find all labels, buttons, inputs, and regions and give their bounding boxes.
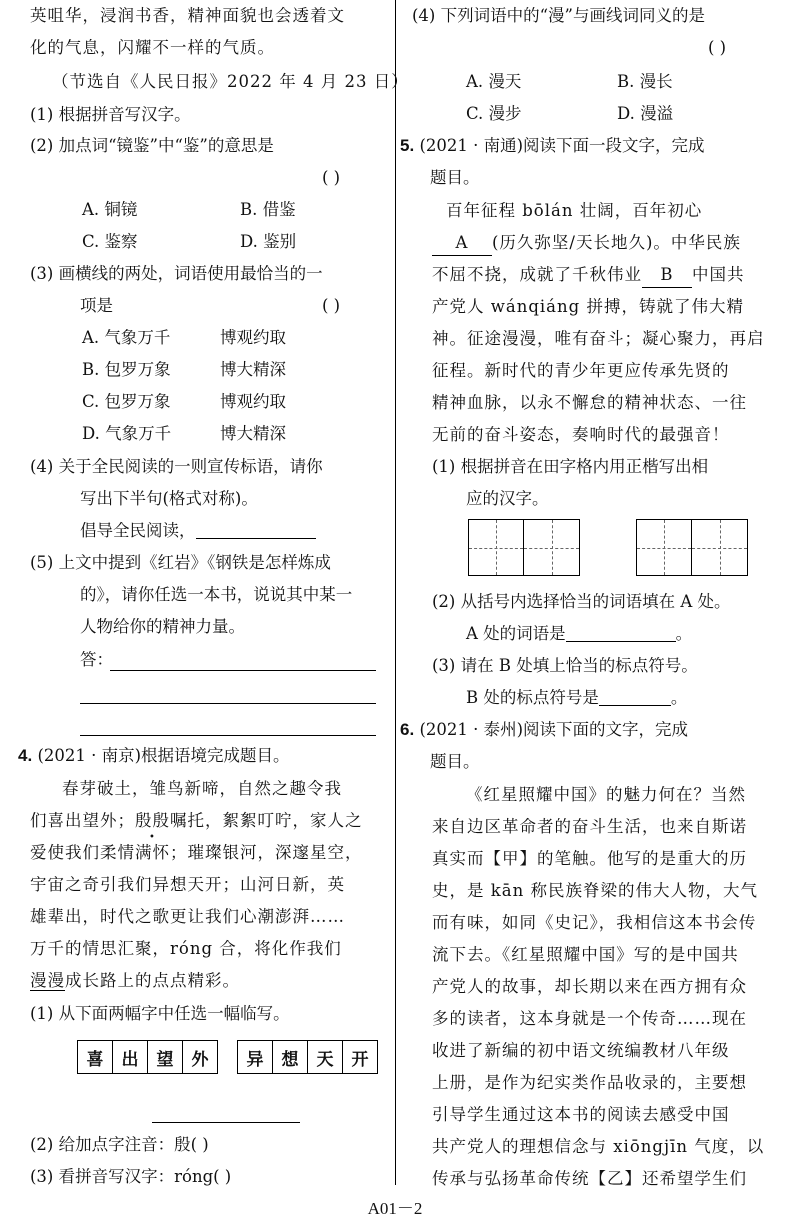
q6-passage-line-7: 产党人的故事，却长期以来在西方拥有众 (432, 977, 747, 996)
tianzige-cell[interactable] (524, 520, 579, 575)
q4-passage-line-2: 们喜出望外；殷殷嘱托，絮絮叮咛，家人之 (30, 811, 363, 830)
q3-4b-option-c[interactable]: C. 漫步 (466, 104, 522, 123)
q3-5-line-3: 人物给你的精神力量。 (80, 617, 245, 636)
q4-number: 4. (18, 746, 33, 765)
q6-passage-line-8: 多的读者，这本身就是一个传奇……现在 (432, 1009, 747, 1028)
underlined-word-manman: 漫漫 (30, 971, 65, 990)
q5-passage-line-1: 百年征程 bōlán 壮阔，百年初心 (446, 201, 703, 220)
q5-passage-line-6: 征程。新时代的青少年更应传承先贤的 (432, 361, 730, 380)
q5-1-line-2: 应的汉字。 (466, 489, 549, 508)
q3-3-answer-paren[interactable]: ( ) (322, 296, 341, 315)
q3-5-answer-line-3[interactable] (80, 735, 376, 736)
q5-2-line-2: A 处的词语是 。 (466, 624, 693, 643)
q3-3-option-c-b: 博观约取 (220, 392, 286, 411)
q3-3-option-a[interactable]: A. 气象万千 (82, 328, 171, 347)
q3-2-answer-paren[interactable]: ( ) (322, 168, 341, 187)
q3-3-line-1: (3) 画横线的两处，词语使用最恰当的一 (30, 264, 323, 283)
q3-4-line-3 (80, 519, 316, 543)
column-divider (395, 0, 396, 1185)
tianzige-grid-1[interactable] (468, 519, 580, 576)
q3-2-option-a[interactable]: A. 铜镜 (82, 200, 138, 219)
q5-passage-line-3: 不屈不挠，成就了千秋伟业 B 中国共 (432, 263, 745, 288)
q5-passage-line-2: A (历久弥坚/天长地久)。中华民族 (432, 231, 741, 256)
box1-char-4: 外 (191, 1049, 209, 1070)
q5-number: 5. (400, 136, 415, 155)
q5-header (400, 134, 705, 158)
q4-3: (3) 看拼音写汉字：róng( ) (30, 1167, 232, 1186)
q4-passage-line-1: 春芽破土，雏鸟新啼，自然之趣令我 (62, 779, 342, 798)
calligraphy-box-2[interactable] (237, 1040, 378, 1074)
q3-3-option-b[interactable]: B. 包罗万象 (82, 360, 171, 379)
q3-5-line-2: 的》，请你任选一本书，说说其中某一 (80, 585, 353, 604)
q4-passage-line-7: 漫漫成长路上的点点精彩。 (30, 971, 240, 990)
q3-2-option-c[interactable]: C. 鉴察 (82, 232, 138, 251)
q4-passage-line-5: 雄辈出，时代之歌更让我们心潮澎湃…… (30, 907, 345, 926)
q3-2: (2) 加点词“镜鉴”中“鉴”的意思是 (30, 136, 274, 155)
q4-1: (1) 从下面两幅字中任选一幅临写。 (30, 1004, 290, 1023)
q3-1: (1) 根据拼音写汉字。 (30, 105, 191, 124)
q5-2-line-1: (2) 从括号内选择恰当的词语填在 A 处。 (432, 592, 731, 611)
box1-char-2: 出 (113, 1041, 148, 1073)
q3-4b-option-b[interactable]: B. 漫长 (617, 72, 673, 91)
page-number: A01－2 (367, 1199, 423, 1218)
q3-3-option-a-b: 博观约取 (220, 328, 286, 347)
q3-5-line-1: (5) 上文中提到《红岩》《钢铁是怎样炼成 (30, 553, 331, 572)
intro-line-2: 化的气息，闪耀不一样的气质。 (30, 38, 275, 57)
box2-char-2: 想 (273, 1041, 308, 1073)
q3-4-prompt: 倡导全民阅读， (80, 521, 196, 540)
q6-passage-line-3: 真实而【甲】的笔触。他写的是重大的历 (432, 849, 747, 868)
tianzige-cell[interactable] (469, 520, 524, 575)
tianzige-cell[interactable] (637, 520, 692, 575)
calligraphy-box-1[interactable] (77, 1040, 218, 1074)
q3-2-option-d[interactable]: D. 鉴别 (240, 232, 297, 251)
box2-char-4: 开 (351, 1049, 369, 1070)
q3-4b-answer-paren[interactable]: ( ) (708, 38, 727, 57)
q6-passage-line-11: 引导学生通过这本书的阅读去感受中国 (432, 1105, 730, 1124)
blank-b[interactable]: B (642, 263, 692, 288)
q3-2-option-b[interactable]: B. 借鉴 (240, 200, 296, 219)
q5-3-answer-blank[interactable] (599, 687, 671, 706)
q3-3-option-d-b: 博大精深 (220, 424, 286, 443)
box1-char-1: 喜 (78, 1041, 113, 1073)
q4-passage-line-4: 宇宙之奇引我们异想天开；山河日新，英 (30, 875, 345, 894)
q3-4-answer-blank[interactable] (196, 520, 316, 539)
q4-passage-line-3: 爱使我们柔情满怀；璀璨银河，深邃星空， (30, 843, 363, 862)
q4-1-writing-line[interactable] (152, 1122, 300, 1123)
q5-1-line-1: (1) 根据拼音在田字格内用正楷写出相 (432, 457, 709, 476)
q5-3-line-2: B 处的标点符号是 。 (466, 688, 688, 707)
dotted-word-yinyin: 殷殷 (135, 811, 170, 830)
blank-a[interactable]: A (432, 231, 492, 256)
q5-passage-line-8: 无前的奋斗姿态，奏响时代的最强音！ (432, 425, 730, 444)
q4-passage-line-6: 万千的情思汇聚，róng 合，将化作我们 (30, 939, 342, 958)
q6-header (400, 718, 688, 742)
q6-passage-line-1: 《红星照耀中国》的魅力何在？当然 (466, 785, 746, 804)
q3-3-option-b-b: 博大精深 (220, 360, 286, 379)
q6-passage-line-9: 收进了新编的初中语文统编教材八年级 (432, 1041, 730, 1060)
source-note: （节选自《人民日报》2022 年 4 月 23 日） (52, 72, 409, 91)
box1-char-3: 望 (148, 1041, 183, 1073)
q3-5-answer-line-1[interactable] (110, 670, 376, 671)
q6-title: (2021 · 泰州)阅读下面的文字，完成 (419, 720, 689, 739)
q5-2-answer-blank[interactable] (566, 623, 676, 642)
q4-header (18, 744, 290, 768)
q5-title-line-2: 题目。 (430, 168, 480, 187)
box2-char-3: 天 (308, 1041, 343, 1073)
q3-4b-option-a[interactable]: A. 漫天 (466, 72, 522, 91)
q5-passage-line-5: 神。征途漫漫，唯有奋斗；凝心聚力，再启 (432, 329, 765, 348)
intro-line-1: 英咀华，浸润书香，精神面貌也会透着文 (30, 6, 345, 25)
q6-passage-line-6: 流下去。《红星照耀中国》写的是中国共 (432, 945, 739, 964)
q3-3-line-2: 项是 (80, 296, 113, 315)
q4-2: (2) 给加点字注音：殷( ) (30, 1135, 209, 1154)
q5-passage-line-4: 产党人 wánqiáng 拼搏，铸就了伟大精 (432, 297, 744, 316)
q6-title-line-2: 题目。 (430, 752, 480, 771)
q5-3-line-1: (3) 请在 B 处填上恰当的标点符号。 (432, 656, 698, 675)
q6-passage-line-10: 上册，是作为纪实类作品收录的，主要想 (432, 1073, 747, 1092)
q3-3-option-d[interactable]: D. 气象万千 (82, 424, 172, 443)
q4-title: (2021 · 南京)根据语境完成题目。 (37, 746, 290, 765)
tianzige-grid-2[interactable] (636, 519, 748, 576)
q3-4-line-1: (4) 关于全民阅读的一则宣传标语，请你 (30, 457, 323, 476)
q6-passage-line-5: 而有味，如同《史记》，我相信这本书会传 (432, 913, 757, 932)
q5-passage-line-7: 精神血脉，以永不懈怠的精神状态、一往 (432, 393, 747, 412)
q5-title: (2021 · 南通)阅读下面一段文字，完成 (419, 136, 705, 155)
q3-5-answer-label: 答： (80, 650, 113, 669)
q3-5-answer-line-2[interactable] (80, 703, 376, 704)
q6-passage-line-13: 传承与弘扬革命传统【乙】还希望学生们 (432, 1169, 747, 1188)
q6-number: 6. (400, 720, 415, 739)
q3-3-option-c[interactable]: C. 包罗万象 (82, 392, 171, 411)
q6-passage-line-2: 来自边区革命者的奋斗生活，也来自斯诺 (432, 817, 747, 836)
q6-passage-line-12: 共产党人的理想信念与 xiōngjīn 气度，以 (432, 1137, 765, 1156)
q3-4-line-2: 写出下半句(格式对称)。 (80, 489, 258, 508)
q3-4b-option-d[interactable]: D. 漫溢 (617, 104, 674, 123)
q3-4b-line: (4) 下列词语中的“漫”与画线词同义的是 (412, 6, 705, 25)
tianzige-cell[interactable] (692, 520, 747, 575)
q6-passage-line-4: 史，是 kān 称民族脊梁的伟大人物，大气 (432, 881, 758, 900)
box2-char-1: 异 (238, 1041, 273, 1073)
